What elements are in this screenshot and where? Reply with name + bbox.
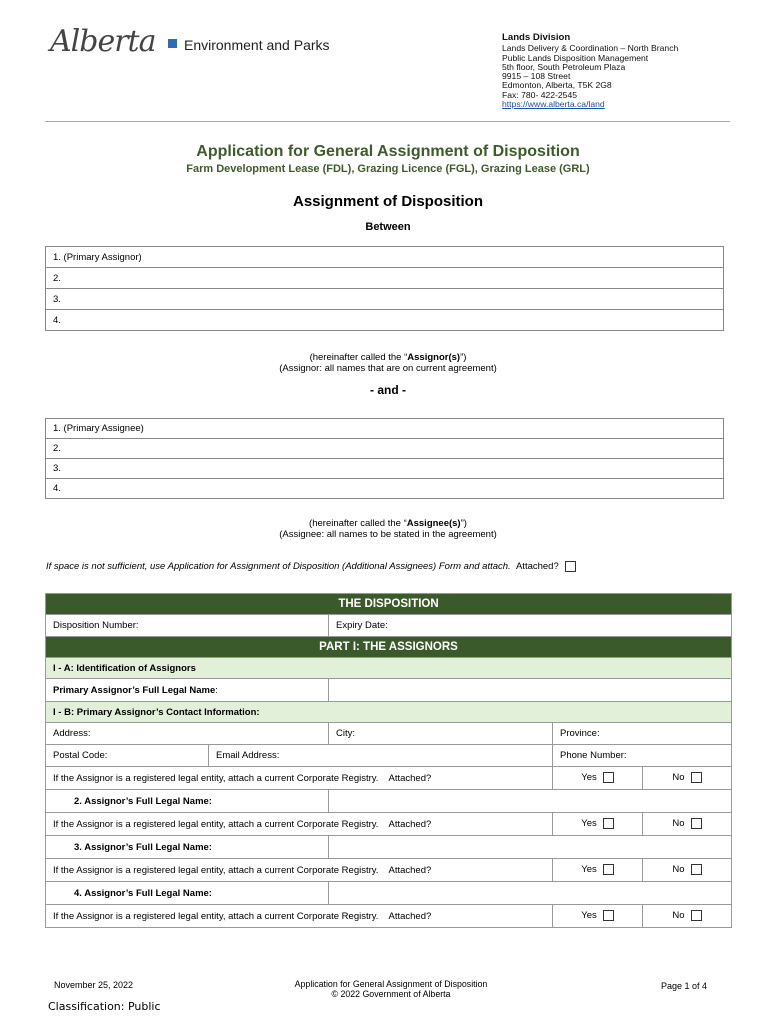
address-title: Lands Division xyxy=(502,32,571,43)
address-line: Lands Delivery & Coordination – North Branch xyxy=(502,43,679,54)
website-link[interactable]: https://www.alberta.ca/land xyxy=(502,99,605,110)
registry-no[interactable]: No xyxy=(643,813,732,836)
footer-page-number: Page 1 of 4 xyxy=(661,981,708,991)
assignor4-name-input[interactable] xyxy=(329,882,732,905)
registry-yes[interactable]: Yes xyxy=(553,813,643,836)
registry-yes[interactable]: Yes xyxy=(553,767,643,790)
section-1b-heading: I - B: Primary Assignor’s Contact Information: xyxy=(46,702,732,723)
address-line: Edmonton, Alberta, T5K 2G8 xyxy=(502,80,612,91)
between-label: Between xyxy=(365,221,411,233)
registry-row-label: If the Assignor is a registered legal entity, attach a current Corporate Registry. Attached? xyxy=(46,813,553,836)
assignor3-name-input[interactable] xyxy=(329,836,732,859)
email-field[interactable]: Email Address: xyxy=(209,745,553,767)
assignor-name-field-1[interactable]: 1. (Primary Assignor) xyxy=(46,247,724,268)
address-line: Fax: 780- 422-2545 xyxy=(502,89,578,100)
registry-no[interactable]: No xyxy=(643,905,732,928)
assignee-name-field-1[interactable]: 1. (Primary Assignee) xyxy=(46,419,724,439)
assignor-note-1: (hereinafter called the “Assignor(s)”) xyxy=(309,352,467,363)
assignee-note-2: (Assignee: all names to be stated in the agreement) xyxy=(279,529,497,540)
section-title: Assignment of Disposition xyxy=(292,193,483,210)
alberta-logo: Alberta xyxy=(50,24,156,59)
address-block xyxy=(502,33,678,109)
expiry-date-field[interactable]: Expiry Date: xyxy=(329,615,732,637)
disposition-form-table xyxy=(45,593,732,928)
registry-row-label: If the Assignor is a registered legal entity, attach a current Corporate Registry. Attached? xyxy=(46,905,553,928)
footer-date: November 25, 2022 xyxy=(54,980,134,990)
primary-assignor-name-label: Primary Assignor’s Full Legal Name: xyxy=(46,679,329,702)
section-1a-heading: I - A: Identification of Assignors xyxy=(46,658,732,679)
disposition-header: THE DISPOSITION xyxy=(46,594,732,615)
yes-checkbox[interactable] xyxy=(603,864,614,875)
registry-yes[interactable]: Yes xyxy=(553,905,643,928)
assignee-name-field-4[interactable]: 4. xyxy=(46,479,724,499)
address-line: 5th floor, South Petroleum Plaza xyxy=(502,61,626,72)
attached-checkbox[interactable] xyxy=(565,561,576,572)
registry-yes[interactable]: Yes xyxy=(553,859,643,882)
yes-checkbox[interactable] xyxy=(603,772,614,783)
assignor-name-field-2[interactable]: 2. xyxy=(46,268,724,289)
assignor4-name-label: 4. Assignor’s Full Legal Name: xyxy=(46,882,329,905)
assignor-note-2: (Assignor: all names that are on current agreement) xyxy=(279,363,497,374)
header-divider xyxy=(45,121,730,122)
part1-header: PART I: THE ASSIGNORS xyxy=(46,637,732,658)
no-checkbox[interactable] xyxy=(691,910,702,921)
address-field[interactable]: Address: xyxy=(46,723,329,745)
primary-assignor-name-input[interactable] xyxy=(329,679,732,702)
assignor-name-field-3[interactable]: 3. xyxy=(46,289,724,310)
province-field[interactable]: Province: xyxy=(553,723,732,745)
registry-no[interactable]: No xyxy=(643,859,732,882)
city-field[interactable]: City: xyxy=(329,723,553,745)
registry-no[interactable]: No xyxy=(643,767,732,790)
page-title: Application for General Assignment of Disposition xyxy=(196,143,580,160)
postal-code-field[interactable]: Postal Code: xyxy=(46,745,209,767)
page-subtitle: Farm Development Lease (FDL), Grazing Licence (FGL), Grazing Lease (GRL) xyxy=(186,163,590,175)
phone-field[interactable]: Phone Number: xyxy=(553,745,732,767)
assignor2-name-input[interactable] xyxy=(329,790,732,813)
no-checkbox[interactable] xyxy=(691,864,702,875)
registry-row-label: If the Assignor is a registered legal entity, attach a current Corporate Registry. Attached? xyxy=(46,767,553,790)
assignor-names-table xyxy=(45,246,724,331)
assignor3-name-label: 3. Assignor’s Full Legal Name: xyxy=(46,836,329,859)
assignee-names-table xyxy=(45,418,724,499)
assignee-name-field-3[interactable]: 3. xyxy=(46,459,724,479)
assignee-name-field-2[interactable]: 2. xyxy=(46,439,724,459)
no-checkbox[interactable] xyxy=(691,772,702,783)
alberta-logo-square-icon xyxy=(168,39,177,48)
footer-center: Application for General Assignment of Disposition © 2022 Government of Alberta xyxy=(294,979,488,999)
space-note: If space is not sufficient, use Application for Assignment of Disposition (Additional Assignees) Form and attach. Attached? xyxy=(46,561,576,572)
and-separator: - and - xyxy=(370,383,406,397)
address-line: Public Lands Disposition Management xyxy=(502,52,649,63)
department-name: Environment and Parks xyxy=(184,37,330,53)
disposition-number-field[interactable]: Disposition Number: xyxy=(46,615,329,637)
address-line: 9915 – 108 Street xyxy=(502,71,571,82)
assignor2-name-label: 2. Assignor’s Full Legal Name: xyxy=(46,790,329,813)
assignee-note-1: (hereinafter called the “Assignee(s)”) xyxy=(309,518,467,529)
classification-label: Classification: Public xyxy=(48,1000,161,1013)
no-checkbox[interactable] xyxy=(691,818,702,829)
assignor-name-field-4[interactable]: 4. xyxy=(46,310,724,331)
yes-checkbox[interactable] xyxy=(603,818,614,829)
registry-row-label: If the Assignor is a registered legal entity, attach a current Corporate Registry. Attached? xyxy=(46,859,553,882)
yes-checkbox[interactable] xyxy=(603,910,614,921)
